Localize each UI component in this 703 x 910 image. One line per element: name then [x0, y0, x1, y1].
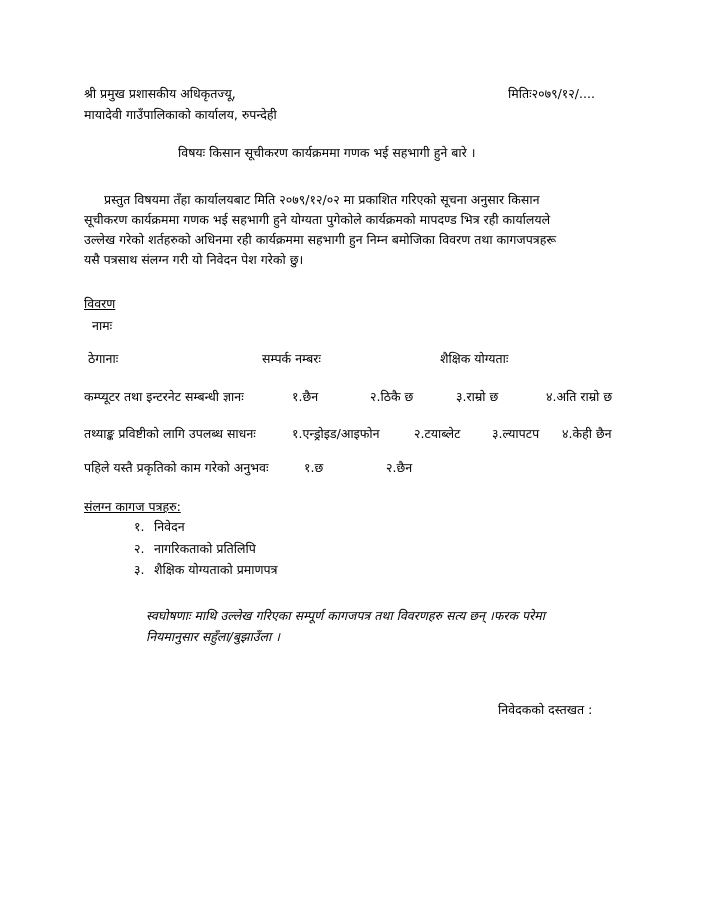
recipient-line-2: मायादेवी गाउँपालिकाको कार्यालय, रुपन्देही	[84, 107, 277, 122]
attachments-heading: संलग्न कागज पत्रहरु:	[84, 499, 181, 514]
computer-skill-label: कम्प्यूटर तथा इन्टरनेट सम्बन्धी ज्ञानः	[84, 389, 244, 404]
attachment-number: ३.	[134, 562, 145, 577]
experience-label: पहिले यस्तै प्रकृतिको काम गरेको अनुभवः	[84, 460, 269, 475]
declaration-line-2: नियमानुसार सहुँला/बुझाउँला ।	[146, 629, 280, 644]
recipient-line-1: श्री प्रमुख प्रशासकीय अधिकृतज्यू,	[84, 86, 236, 101]
device-option: ३.ल्यापटप	[492, 426, 540, 441]
body-line: सूचीकरण कार्यक्रममा गणक भई सहभागी हुने योग्यता पुगेकोले कार्यक्रमको मापदण्ड भित्र रही कार्यालयले	[84, 212, 551, 227]
computer-skill-option: २.ठिकै छ	[370, 389, 414, 404]
attachment-number: १.	[134, 519, 145, 534]
experience-option: २.छैन	[386, 460, 413, 475]
body-paragraph	[84, 190, 629, 270]
device-option: ४.केही छैन	[562, 426, 612, 441]
attachment-item: शैक्षिक योग्यताको प्रमाणपत्र	[154, 562, 278, 577]
attachment-item: नागरिकताको प्रतिलिपि	[154, 541, 256, 556]
device-option: २.टयाब्लेट	[414, 426, 461, 441]
body-line: प्रस्तुत विषयमा तँहा कार्यालयबाट मिति २०७९/१२/०२ मा प्रकाशित गरिएको सूचना अनुसार किसान	[104, 192, 540, 207]
computer-skill-option: ४.अति राम्रो छ	[546, 389, 613, 404]
contact-label: सम्पर्क नम्बरः	[262, 351, 321, 366]
computer-skill-option: १.छैन	[292, 389, 319, 404]
body-line: उल्लेख गरेको शर्तहरुको अधिनमा रही कार्यक्रममा सहभागी हुन निम्न बमोजिका विवरण तथा कागजपत्रहरू	[84, 232, 557, 247]
body-line: यसै पत्रसाथ संलग्न गरी यो निवेदन पेश गरेको छु।	[84, 252, 304, 267]
details-heading: विवरण	[84, 296, 116, 311]
qualification-label: शैक्षिक योग्यताः	[440, 351, 509, 366]
subject-line: विषयः किसान सूचीकरण कार्यक्रममा गणक भई सहभागी हुने बारे ।	[178, 145, 476, 160]
device-option: १.एन्ड्रोइड/आइफोन	[292, 426, 380, 441]
device-label: तथ्याङ्क प्रविष्टीको लागि उपलब्ध साधनः	[84, 426, 256, 441]
attachment-item: निवेदन	[154, 519, 185, 534]
computer-skill-option: ३.राम्रो छ	[456, 389, 499, 404]
signature-label: निवेदकको दस्तखत :	[498, 702, 593, 717]
date-field: मितिः२०७९/१२/....	[508, 86, 595, 101]
declaration-line-1: स्वघोषणाः माथि उल्लेख गरिएका सम्पूर्ण कागजपत्र तथा विवरणहरु सत्य छन् ।फरक परेमा	[146, 608, 545, 623]
attachment-number: २.	[134, 541, 145, 556]
name-label: नामः	[92, 318, 113, 333]
address-label: ठेगानाः	[88, 351, 119, 366]
experience-option: १.छ	[304, 460, 324, 475]
